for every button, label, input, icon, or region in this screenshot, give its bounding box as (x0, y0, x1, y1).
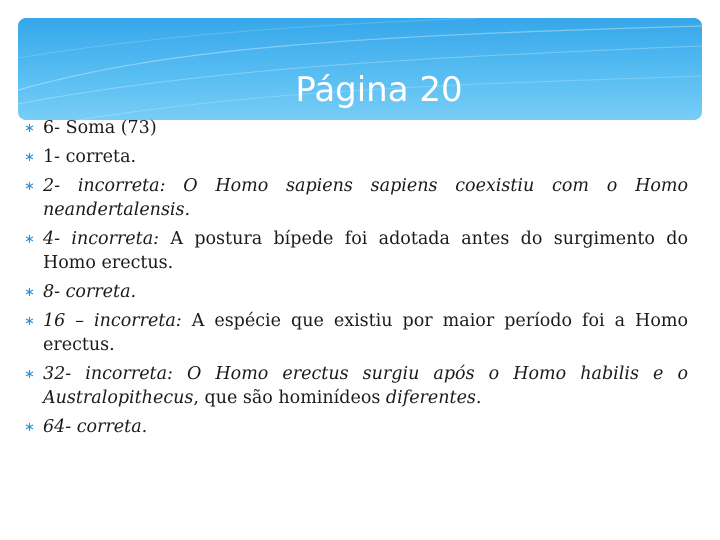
list-item (24, 309, 688, 357)
list-item-text: diferentes. (385, 388, 482, 408)
asterisk-bullet-icon: ∗ (24, 121, 35, 136)
title-banner (18, 18, 702, 120)
list-item-text: A espécie que existiu por maior período foi a Homo erectus. (43, 311, 688, 355)
list-item (24, 227, 688, 275)
list-item (24, 174, 688, 222)
list-item-text: 1- correta. (43, 147, 137, 167)
list-item-text: A postura bípede foi adotada antes do surgimento do Homo erectus. (43, 229, 688, 273)
list-item-text: 16 – incorreta: (43, 311, 192, 331)
list-item-text: , que são hominídeos (193, 388, 386, 408)
list-item (24, 280, 688, 304)
list-item-text: 64- correta. (43, 417, 148, 437)
asterisk-bullet-icon: ∗ (24, 420, 35, 435)
asterisk-bullet-icon: ∗ (24, 150, 35, 165)
list-item (24, 145, 688, 169)
list-item-text: 6- Soma (73) (43, 118, 157, 138)
bullet-list (24, 116, 688, 444)
list-item-text: 8- correta. (43, 282, 137, 302)
asterisk-bullet-icon: ∗ (24, 232, 35, 247)
list-item (24, 116, 688, 140)
list-item-text: 2- incorreta: O Homo sapiens sapiens coexistiu com o Homo neandertalensis. (43, 176, 688, 220)
asterisk-bullet-icon: ∗ (24, 285, 35, 300)
slide-title: Página 20 (295, 70, 463, 110)
list-item (24, 415, 688, 439)
asterisk-bullet-icon: ∗ (24, 314, 35, 329)
list-item (24, 362, 688, 410)
asterisk-bullet-icon: ∗ (24, 179, 35, 194)
asterisk-bullet-icon: ∗ (24, 367, 35, 382)
list-item-text: 32- incorreta: O Homo erectus surgiu após o Homo habilis e o Australopithecus (43, 364, 688, 408)
list-item-text: 4- incorreta: (43, 229, 171, 249)
